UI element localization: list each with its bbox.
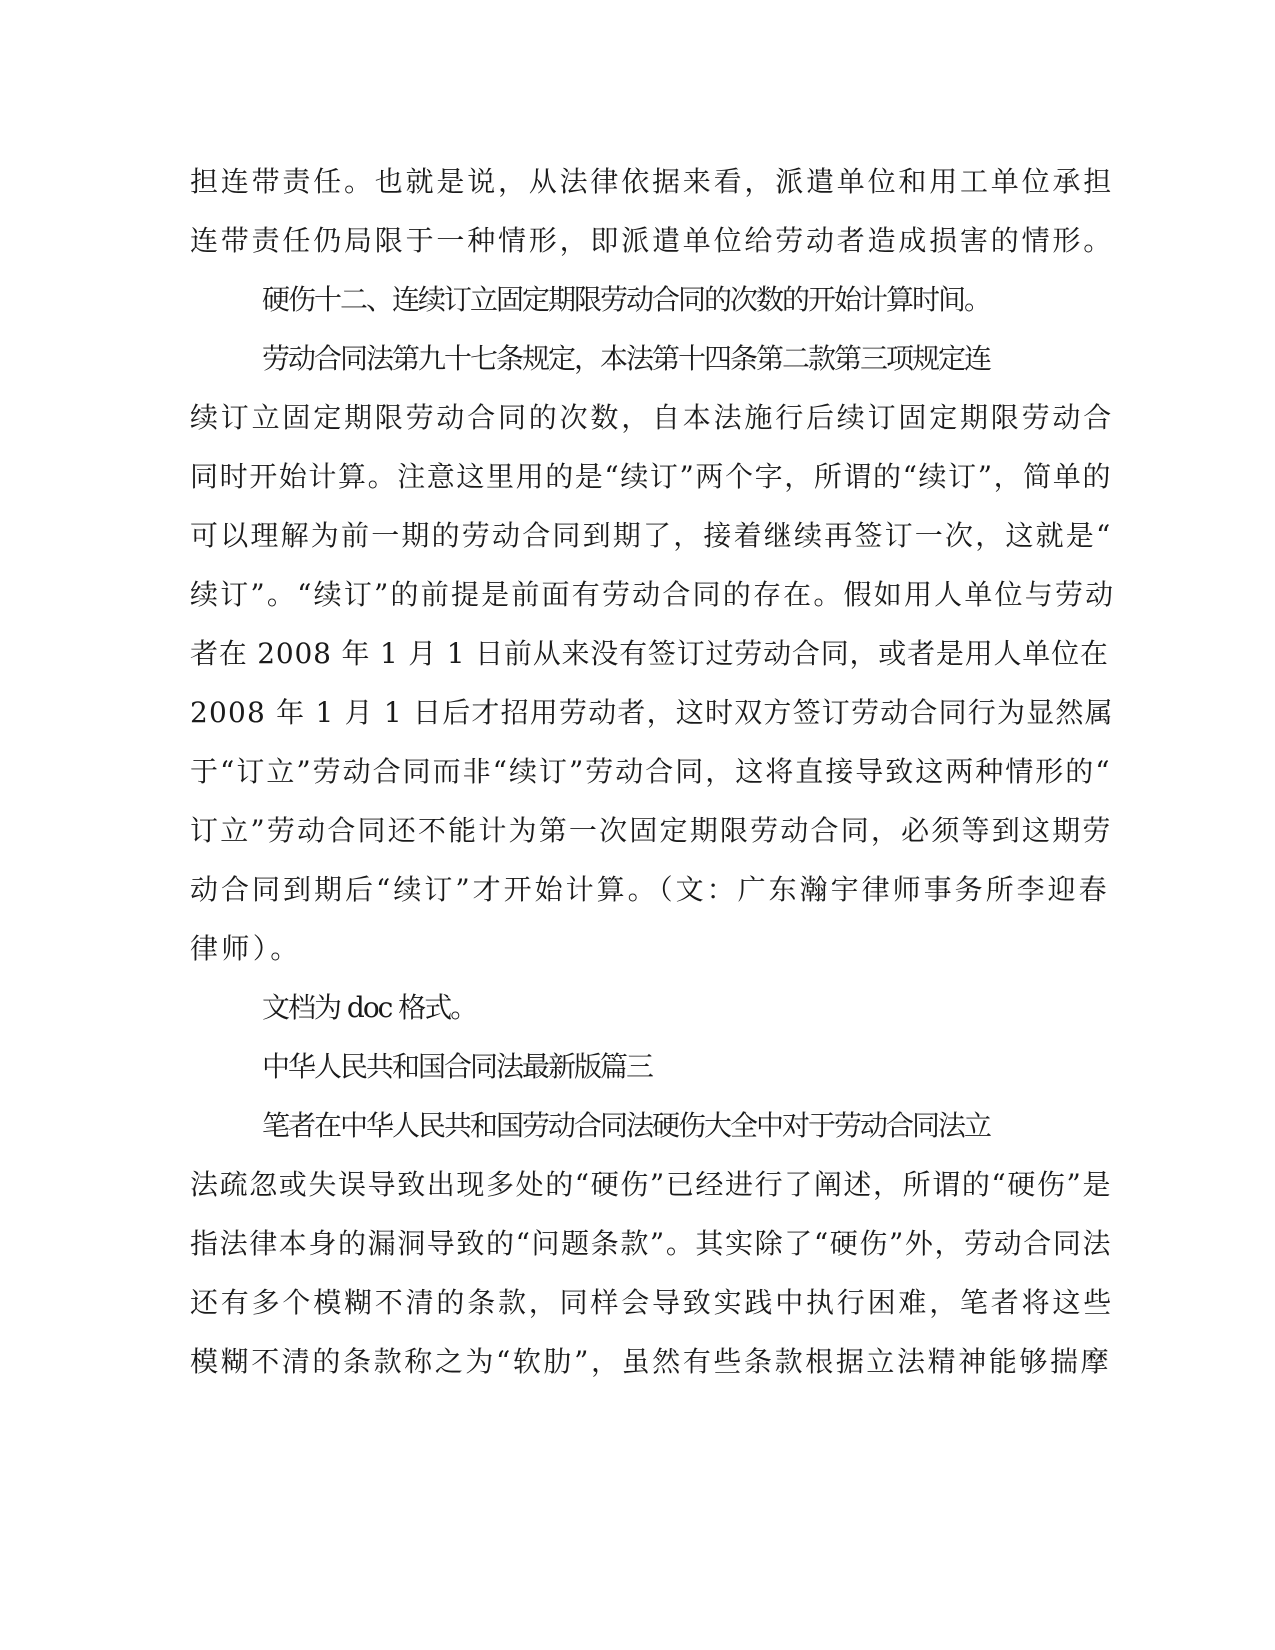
text-line: 2008 年 1 月 1 日后才招用劳动者，这时双方签订劳动合同行为显然属 [190,696,1114,729]
text-line: 担连带责任。也就是说，从法律依据来看，派遣单位和用工单位承担 [190,165,1115,198]
text-line: 同时开始计算。注意这里用的是“续订”两个字，所谓的“续订”，简单的 [190,460,1113,493]
section-title: 中华人民共和国合同法最新版篇三 [262,1050,653,1083]
text-line: 可以理解为前一期的劳动合同到期了，接着继续再签订一次，这就是“ [190,519,1113,552]
text-line: 模糊不清的条款称之为“软肋”，虽然有些条款根据立法精神能够揣摩 [190,1345,1112,1378]
format-note: 文档为 doc 格式。 [262,991,477,1024]
text-line: 订立”劳动合同还不能计为第一次固定期限劳动合同，必须等到这期劳 [190,814,1113,847]
text-line: 于“订立”劳动合同而非“续订”劳动合同，这将直接导致这两种情形的“ [190,755,1112,788]
text-line: 指法律本身的漏洞导致的“问题条款”。其实除了“硬伤”外，劳动合同法 [190,1227,1113,1260]
text-line: 还有多个模糊不清的条款，同样会导致实践中执行困难，笔者将这些 [190,1286,1115,1319]
text-line: 笔者在中华人民共和国劳动合同法硬伤大全中对于劳动合同法立 [262,1109,991,1142]
section-heading: 硬伤十二、连续订立固定期限劳动合同的次数的开始计算时间。 [262,283,991,316]
text-line: 者在 2008 年 1 月 1 日前从来没有签订过劳动合同，或者是用人单位在 [190,637,1109,670]
text-line: 续订”。“续订”的前提是前面有劳动合同的存在。假如用人单位与劳动 [190,578,1116,611]
text-line: 连带责任仍局限于一种情形，即派遣单位给劳动者造成损害的情形。 [190,224,1115,257]
text-line: 动合同到期后“续订”才开始计算。（文：广东瀚宇律师事务所李迎春 [190,873,1110,906]
text-line: 法疏忽或失误导致出现多处的“硬伤”已经进行了阐述，所谓的“硬伤”是 [190,1168,1113,1201]
text-line: 律师）。 [190,932,302,965]
text-line: 续订立固定期限劳动合同的次数，自本法施行后续订固定期限劳动合 [190,401,1115,434]
text-line: 劳动合同法第九十七条规定，本法第十四条第二款第三项规定连 [262,342,991,375]
